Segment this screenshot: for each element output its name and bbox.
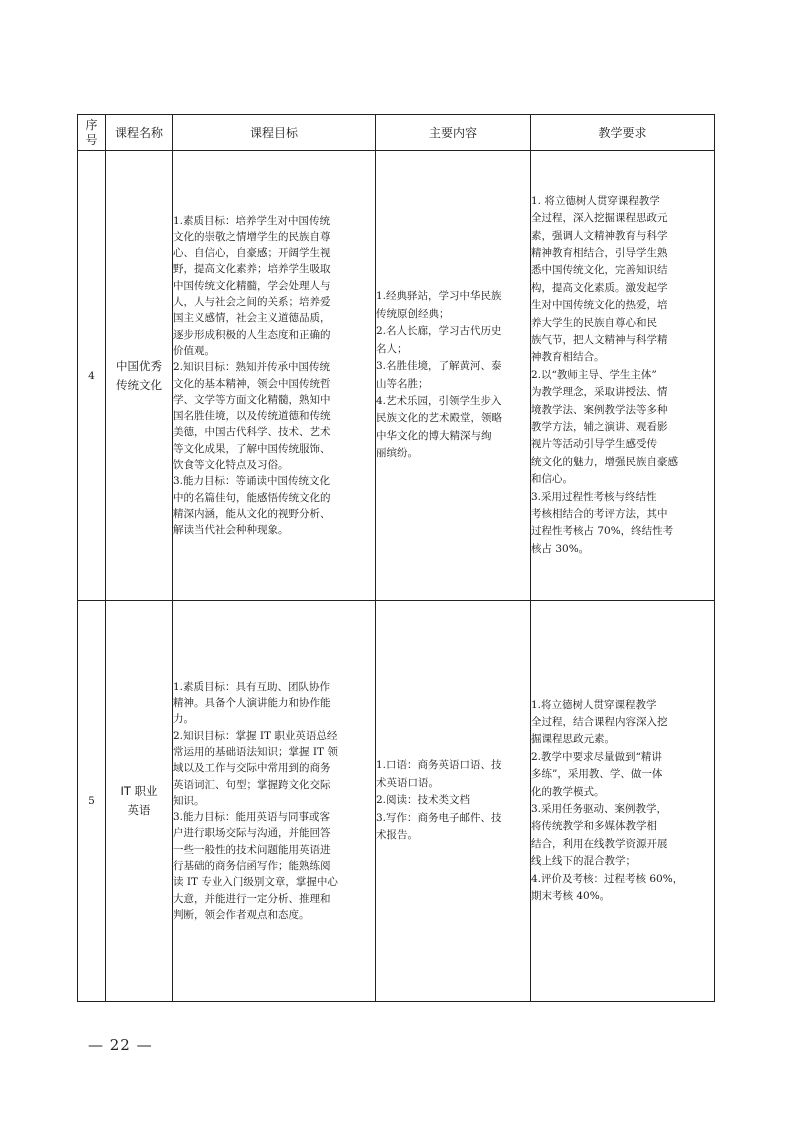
requirements-line: 线上线下的混合教学； xyxy=(531,855,636,868)
requirements-line: 精神教育相结合，引导学生熟 xyxy=(531,246,668,259)
content-line: 2.名人长廊，学习古代历史 xyxy=(376,325,502,338)
requirements-line: 生对中国传统文化的热爱，培 xyxy=(531,299,668,312)
header-course-name: 课程名称 xyxy=(106,115,173,151)
goals-line: 国名胜佳境，以及传统道德和传统 xyxy=(173,410,331,423)
goals-line: 学、文学等方面文化精髓，熟知中 xyxy=(173,393,331,406)
goals-line: 野，提高文化素养；培养学生吸取 xyxy=(173,263,331,276)
goals-line: 3.能力目标：能用英语与同事或客 xyxy=(173,811,331,824)
goals-line: 读 IT 专业入门级别文章，掌握中心 xyxy=(173,876,338,889)
content-line: 山等名胜； xyxy=(376,377,429,390)
goals-line: 精深内涵，能从文化的视野分析、 xyxy=(173,507,331,520)
goals-line: 文化的崇敬之情增学生的民族自尊 xyxy=(173,230,331,243)
course-name xyxy=(106,151,173,601)
header-no-line-1: 序 xyxy=(85,117,98,132)
requirements-line: 结合，利用在线教学资源开展 xyxy=(531,837,668,850)
main-content xyxy=(376,151,531,601)
content-line: 民族文化的艺术殿堂，领略 xyxy=(376,412,502,425)
requirements-line: 族气节，把人文精神与科学精 xyxy=(531,333,668,346)
content-line: 4.艺术乐园，引领学生步入 xyxy=(376,394,502,407)
goals-line: 知识。 xyxy=(173,794,205,807)
content-line: 2.阅读：技术类文档 xyxy=(376,794,471,807)
requirements-line: 4.评价及考核：过程考核 60%， xyxy=(531,872,684,885)
goals-line: 中的名篇佳句，能感悟传统文化的 xyxy=(173,491,331,504)
requirements-line: 将传统教学和多媒体教学相 xyxy=(531,820,657,833)
content-line: 丽缤纷。 xyxy=(376,447,418,460)
requirements-line: 教学方法，辅之演讲、观看影 xyxy=(531,421,668,434)
goals-line: 一些一般性的技术问题能用英语进 xyxy=(173,843,331,856)
header-no-line-2: 号 xyxy=(85,132,98,147)
requirements-line: 统文化的魅力，增强民族自豪感 xyxy=(531,455,678,468)
course-name-line-2: 传统文化 xyxy=(116,377,162,392)
goals-line: 域以及工作与交际中常用到的商务 xyxy=(173,762,331,775)
teaching-requirements xyxy=(531,601,715,1002)
goals-line: 人，人与社会之间的关系；培养爱 xyxy=(173,296,331,309)
requirements-line: 构，提高文化素质。激发起学 xyxy=(531,281,668,294)
goals-line: 3.能力目标：等诵读中国传统文化 xyxy=(173,475,331,488)
curriculum-table xyxy=(77,114,715,1002)
goals-line: 美德，中国古代科学、技术、艺术 xyxy=(173,426,331,439)
content-line: 传统原创经典； xyxy=(376,307,450,320)
table-row-4 xyxy=(78,151,715,601)
content-line: 中华文化的博大精深与绚 xyxy=(376,429,492,442)
requirements-line: 化的教学模式。 xyxy=(531,785,605,798)
goals-line: 2.知识目标：掌握 IT 职业英语总经 xyxy=(173,729,338,742)
content-line: 1.经典驿站，学习中华民族 xyxy=(376,290,502,303)
goals-line: 中国传统文化精髓，学会处理人与 xyxy=(173,279,331,292)
course-name-line-1: IT 职业 xyxy=(120,784,158,798)
goals-line: 饮食等文化特点及习俗。 xyxy=(173,458,289,471)
header-no xyxy=(78,115,106,151)
course-name-line-2: 英语 xyxy=(127,803,151,817)
goals-line: 行基础的商务信函写作；能熟练阅 xyxy=(173,860,331,873)
requirements-line: 过程性考核占 70%，终结性考 xyxy=(531,525,674,538)
goals-line: 国主义感情，社会主义道德品质， xyxy=(173,312,331,325)
requirements-line: 核占 30%。 xyxy=(531,542,590,555)
teaching-requirements xyxy=(531,151,715,601)
requirements-line: 境教学法、案例教学法等多种 xyxy=(531,403,668,416)
header-course-goals: 课程目标 xyxy=(173,115,376,151)
content-line: 名人； xyxy=(376,342,408,355)
row-number: 5 xyxy=(78,601,106,1002)
content-line: 术英语口语。 xyxy=(376,776,439,789)
header-row xyxy=(78,115,715,151)
main-content xyxy=(376,601,531,1002)
requirements-line: 考核相结合的考评方法，其中 xyxy=(531,508,668,521)
requirements-line: 3.采用过程性考核与终结性 xyxy=(531,490,657,503)
course-name xyxy=(106,601,173,1002)
goals-line: 大意，并能进行一定分析、推理和 xyxy=(173,892,331,905)
requirements-line: 掘课程思政元素。 xyxy=(531,733,615,746)
table-row-5 xyxy=(78,601,715,1002)
course-goals xyxy=(173,601,376,1002)
requirements-line: 视片等活动引导学生感受传 xyxy=(531,438,657,451)
content-line: 3.名胜佳境，了解黄河、泰 xyxy=(376,360,502,373)
row-number: 4 xyxy=(78,151,106,601)
requirements-line: 全过程，结合课程内容深入挖 xyxy=(531,715,668,728)
goals-line: 2.知识目标：熟知并传承中国传统 xyxy=(173,361,331,374)
goals-line: 英语词汇、句型；掌握跨文化交际 xyxy=(173,778,331,791)
goals-line: 精神。具备个人演讲能力和协作能 xyxy=(173,697,331,710)
requirements-line: 多练”，采用教、学、做一体 xyxy=(531,768,663,781)
content-line: 1.口语：商务英语口语、技 xyxy=(376,759,502,772)
requirements-line: 为教学理念，采取讲授法、情 xyxy=(531,386,668,399)
goals-line: 逐步形成积极的人生态度和正确的 xyxy=(173,328,331,341)
header-teaching-requirements: 教学要求 xyxy=(531,115,715,151)
goals-line: 等文化成果，了解中国传统服饰、 xyxy=(173,442,331,455)
requirements-line: 1.将立德树人贯穿课程教学 xyxy=(531,698,657,711)
requirements-line: 2.教学中要求尽量做到“精讲 xyxy=(531,750,662,763)
requirements-line: 3.采用任务驱动、案例教学， xyxy=(531,803,668,815)
requirements-line: 神教育相结合。 xyxy=(531,351,605,364)
requirements-line: 全过程，深入挖掘课程思政元 xyxy=(531,212,668,225)
goals-line: 常运用的基础语法知识；掌握 IT 领 xyxy=(173,745,338,758)
goals-line: 1.素质目标：具有互助、团队协作 xyxy=(173,680,331,693)
requirements-line: 期末考核 40%。 xyxy=(531,890,611,903)
goals-line: 价值观。 xyxy=(173,344,215,357)
requirements-line: 素，强调人文精神教育与科学 xyxy=(531,229,668,242)
requirements-line: 2.以“教师主导、学生主体” xyxy=(531,368,657,381)
course-name-line-1: 中国优秀 xyxy=(116,358,162,373)
requirements-line: 1. 将立德树人贯穿课程教学 xyxy=(531,194,660,207)
goals-line: 文化的基本精神，领会中国传统哲 xyxy=(173,377,331,390)
goals-line: 判断，领会作者观点和态度。 xyxy=(173,908,310,921)
goals-line: 力。 xyxy=(173,713,194,726)
goals-line: 1.素质目标：培养学生对中国传统 xyxy=(173,214,331,227)
requirements-line: 和信心。 xyxy=(531,473,573,486)
goals-line: 解读当代社会种种现象。 xyxy=(173,524,289,537)
content-line: 术报告。 xyxy=(376,829,418,842)
header-main-content: 主要内容 xyxy=(376,115,531,151)
goals-line: 户进行职场交际与沟通，并能回答 xyxy=(173,827,331,840)
requirements-line: 养大学生的民族自尊心和民 xyxy=(531,316,657,329)
content-line: 3.写作：商务电子邮件、技 xyxy=(376,811,502,824)
goals-line: 心、自信心，自豪感；开阔学生视 xyxy=(173,247,331,260)
course-goals xyxy=(173,151,376,601)
requirements-line: 悉中国传统文化，完善知识结 xyxy=(531,264,668,277)
page-number: — 22 — xyxy=(88,1036,153,1054)
